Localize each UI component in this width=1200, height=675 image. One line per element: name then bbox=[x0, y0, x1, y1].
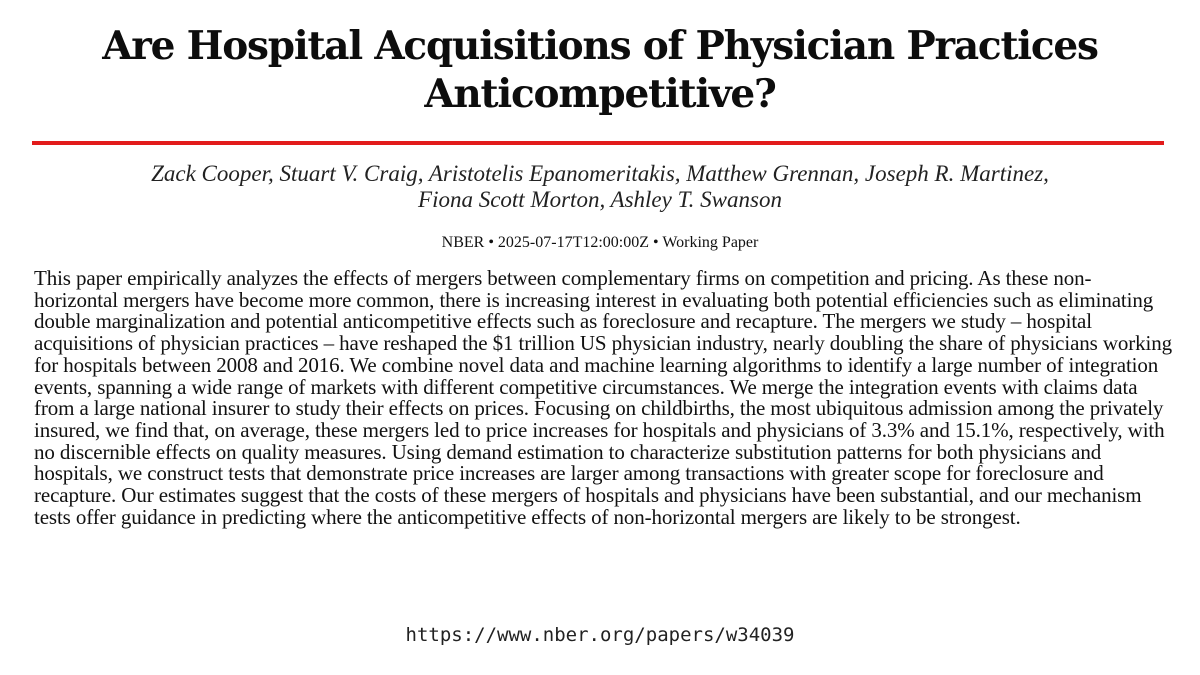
abstract-text: This paper empirically analyzes the effects of mergers between complementary firms on competition and pricing. As these non-horizontal mergers have become more common, there is increasing interest in evaluating both potential efficiencies such as eliminating double marginalization and potential anticompetitive effects such as foreclosure and recapture. The mergers we study – hospital acquisitions of physician practices – have reshaped the $1 trillion US physician industry, nearly doubling the share of physicians working for hospitals between 2008 and 2016. We combine novel data and machine learning algorithms to identify a large number of integration events, spanning a wide range of markets with different competitive circumstances. We merge the integration events with claims data from a large national insurer to study their effects on prices. Focusing on childbirths, the most ubiquitous admission among the privately insured, we find that, on average, these mergers led to price increases for hospitals and physicians of 3.3% and 15.1%, respectively, with no discernible effects on quality measures. Using demand estimation to characterize substitution patterns for both physicians and hospitals, we construct tests that demonstrate price increases are larger among transactions with greater scope for foreclosure and recapture. Our estimates suggest that the costs of these mergers of hospitals and physicians have been substantial, and our mechanism tests offer guidance in predicting where the anticompetitive effects of non-horizontal mergers are likely to be strongest. bbox=[34, 266, 1172, 529]
title-divider bbox=[32, 141, 1164, 145]
paper-link[interactable]: https://www.nber.org/papers/w34039 bbox=[405, 624, 795, 646]
authors-line-2: Fiona Scott Morton, Ashley T. Swanson bbox=[418, 187, 782, 212]
publication-meta: NBER • 2025-07-17T12:00:00Z • Working Paper bbox=[441, 234, 759, 251]
authors-line-1: Zack Cooper, Stuart V. Craig, Aristotelis Epanomeritakis, Matthew Grennan, Joseph R. Martinez, bbox=[151, 161, 1049, 186]
author-list bbox=[20, 161, 1180, 213]
paper-title: Are Hospital Acquisitions of Physician Practices Anticompetitive? bbox=[102, 23, 1098, 117]
